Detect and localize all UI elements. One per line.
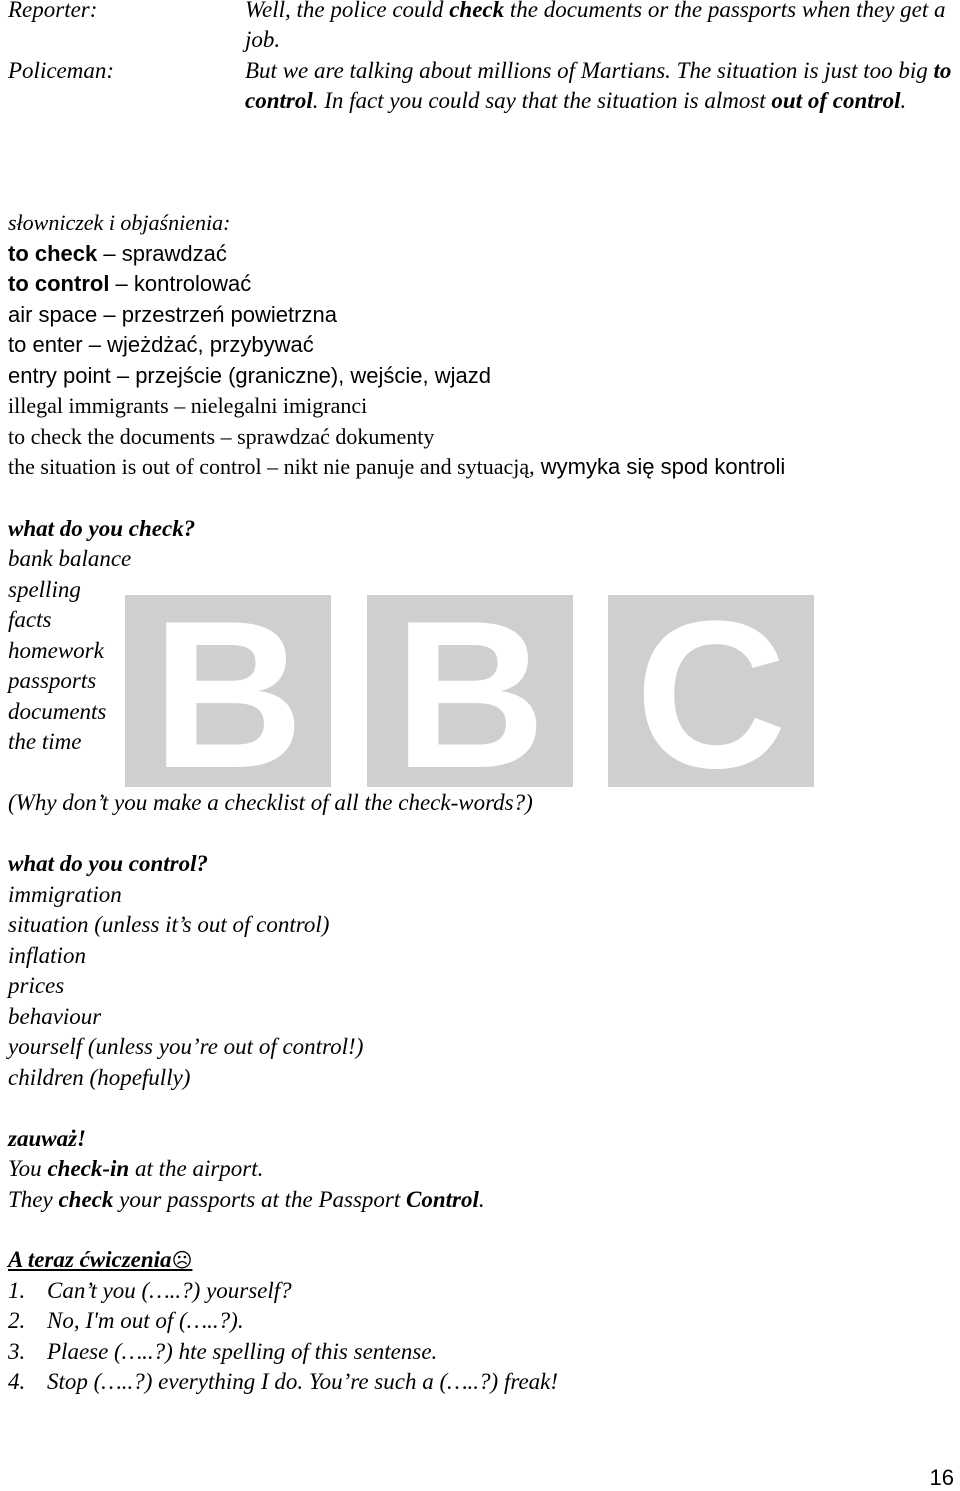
glossary-line: to enter – wjeżdżać, przybywać — [8, 332, 314, 357]
list-item: inflation — [8, 943, 86, 968]
glossary-line: air space – przestrzeń powietrzna — [8, 302, 337, 327]
notice-text: . — [478, 1187, 485, 1212]
glossary-line: entry point – przejście (graniczne), wejście, wjazd — [8, 363, 491, 388]
section-title — [8, 1245, 192, 1275]
notice-text: at the airport. — [129, 1156, 264, 1181]
speech-text: But we are talking about millions of Martians. The situation is just too big — [245, 58, 934, 83]
section-title: zauważ! — [8, 1126, 86, 1151]
notice-keyword: check-in — [47, 1156, 130, 1181]
notice-line — [8, 1154, 263, 1184]
glossary-term: to check — [8, 241, 98, 266]
section-title: what do you control? — [8, 851, 209, 876]
watermark-block: B — [367, 595, 573, 787]
exercise-text: Can’t you (…..?) yourself? — [47, 1278, 292, 1303]
notice-keyword: Control — [406, 1187, 479, 1212]
list-item: passports — [8, 668, 97, 693]
exercise-number: 2. — [8, 1308, 26, 1333]
glossary-line — [8, 452, 785, 482]
notice-text: your passports at the Passport — [113, 1187, 407, 1212]
glossary-line: to check the documents – sprawdzać dokumenty — [8, 424, 435, 449]
page-number: 16 — [929, 1465, 954, 1490]
list-item: children (hopefully) — [8, 1065, 191, 1090]
speech-keyword: to control — [245, 58, 952, 113]
glossary-line-part: wymyka się spod kontroli — [534, 454, 786, 479]
speech-keyword: out of control — [771, 88, 901, 113]
speech-keyword: check — [449, 0, 505, 22]
list-item: facts — [8, 607, 52, 632]
list-item: behaviour — [8, 1004, 102, 1029]
notice-line — [8, 1185, 485, 1215]
section-title: what do you check? — [8, 516, 196, 541]
watermark-block: B — [125, 595, 331, 787]
glossary-definition: – sprawdzać — [97, 241, 227, 266]
list-item: prices — [8, 973, 65, 998]
speech-reporter — [245, 0, 960, 55]
notice-text: You — [8, 1156, 48, 1181]
list-item: spelling — [8, 577, 81, 602]
glossary-heading: słowniczek i objaśnienia: — [8, 210, 231, 235]
glossary-term: to control — [8, 271, 110, 296]
glossary-definition: – kontrolować — [109, 271, 252, 296]
exercise-number: 1. — [8, 1278, 26, 1303]
speech-text: the documents or the passports when they get a job. — [245, 0, 946, 52]
glossary-line — [8, 239, 227, 269]
list-item: yourself (unless you’re out of control!) — [8, 1034, 364, 1059]
watermark-block: C — [608, 595, 814, 787]
speech-policeman — [245, 56, 960, 116]
list-item: documents — [8, 699, 107, 724]
list-item: homework — [8, 638, 104, 663]
exercise-number: 3. — [8, 1339, 26, 1364]
glossary-line: illegal immigrants – nielegalni imigranci — [8, 393, 368, 418]
speaker-reporter: Reporter: — [8, 0, 98, 22]
notice-text: They — [8, 1187, 59, 1212]
notice-keyword: check — [58, 1187, 114, 1212]
list-item: the time — [8, 729, 82, 754]
checklist-note: (Why don’t you make a checklist of all the check-words?) — [8, 790, 533, 815]
sad-face-icon: ☹ — [171, 1248, 193, 1272]
exercise-text: Plaese (…..?) hte spelling of this sentense. — [47, 1339, 438, 1364]
speaker-policeman: Policeman: — [8, 58, 115, 83]
glossary-line — [8, 269, 251, 299]
exercises-title-text: A teraz ćwiczenia — [8, 1247, 172, 1272]
speech-text: . — [900, 88, 907, 113]
list-item: immigration — [8, 882, 122, 907]
list-item: bank balance — [8, 546, 132, 571]
glossary-line-part: the situation is out of control – nikt nie panuje and sytuacją, — [8, 454, 535, 479]
exercise-number: 4. — [8, 1369, 26, 1394]
speech-text: . In fact you could say that the situation is almost — [312, 88, 772, 113]
exercise-text: No, I'm out of (…..?). — [47, 1308, 244, 1333]
speech-text: Well, the police could — [245, 0, 450, 22]
list-item: situation (unless it’s out of control) — [8, 912, 330, 937]
exercise-text: Stop (…..?) everything I do. You’re such a (…..?) freak! — [47, 1369, 559, 1394]
